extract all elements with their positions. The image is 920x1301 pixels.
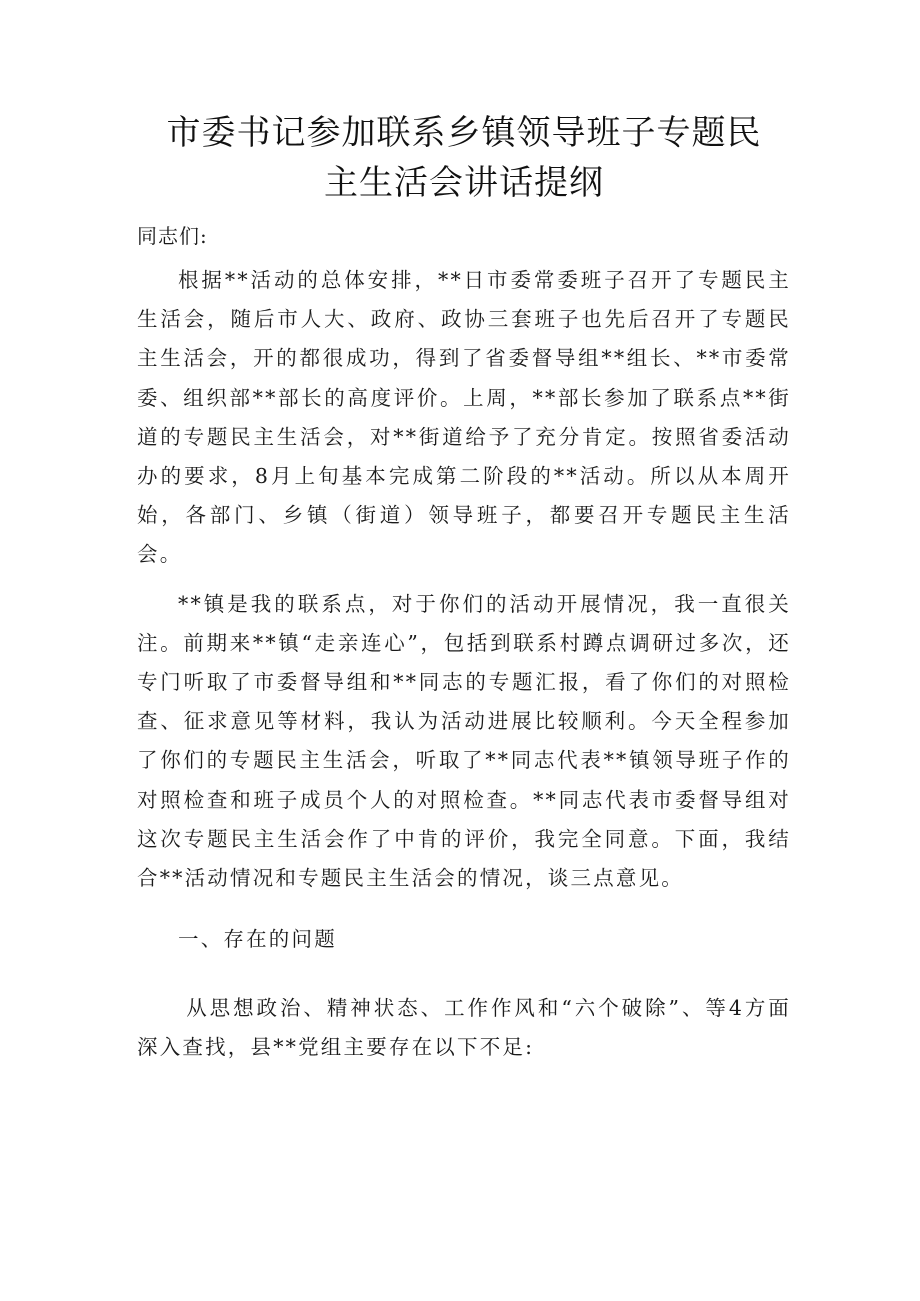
document-title (137, 108, 791, 208)
paragraph-2: **镇是我的联系点，对于你们的活动开展情况，我一直很关注。前期来**镇“走亲连心”，包括到联系村蹲点调研过多次，还专门听取了市委督导组和**同志的专题汇报，看了你们的对照检查、征求意见等材料，我认为活动进展比较顺利。今天全程参加了你们的专题民主生活会，听取了**同志代表**镇领导班子作的对照检查和班子成员个人的对照检查。**同志代表市委督导组对这次专题民主生活会作了中肯的评价，我完全同意。下面，我结合**活动情况和专题民主生活会的情况，谈三点意见。 (137, 591, 791, 891)
title-line-1: 市委书记参加联系乡镇领导班子专题民 (166, 113, 762, 153)
document-page (137, 108, 791, 1068)
title-line-2: 主生活会讲话提纲 (324, 163, 604, 203)
salutation: 同志们: (137, 224, 208, 248)
paragraph-1: 根据**活动的总体安排，**日市委常委班子召开了专题民主生活会，随后市人大、政府、政协三套班子也先后召开了专题民主生活会，开的都很成功，得到了省委督导组**组长、**市委常委、组织部**部长的高度评价。上周，**部长参加了联系点**街道的专题民主生活会，对**街道给予了充分肯定。按照省委活动办的要求，8月上旬基本完成第二阶段的**活动。所以从本周开始，各部门、乡镇（街道）领导班子，都要召开专题民主生活会。 (137, 268, 791, 567)
section-heading: 一、存在的问题 (178, 927, 337, 952)
section-paragraph: 从思想政治、精神状态、工作作风和“六个破除”、等4方面深入查找，县**党组主要存在以下不足: (137, 996, 791, 1060)
